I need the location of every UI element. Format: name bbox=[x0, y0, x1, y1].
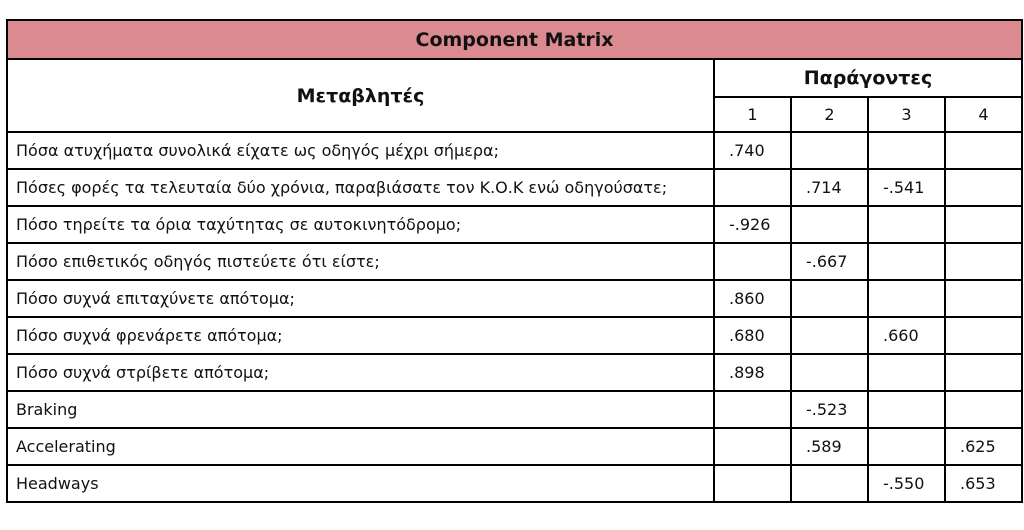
variable-label: Πόσο συχνά επιταχύνετε απότομα; bbox=[7, 280, 714, 317]
loading-cell-factor-4 bbox=[945, 280, 1022, 317]
loading-cell-factor-3 bbox=[868, 391, 945, 428]
loading-cell-factor-3: -.550 bbox=[868, 465, 945, 502]
loading-cell-factor-4 bbox=[945, 391, 1022, 428]
table-row bbox=[7, 465, 1022, 502]
loading-cell-factor-1: .680 bbox=[714, 317, 791, 354]
table-row bbox=[7, 243, 1022, 280]
loading-cell-factor-2 bbox=[791, 280, 868, 317]
factor-number-2: 2 bbox=[791, 97, 868, 132]
loading-cell-factor-2: .714 bbox=[791, 169, 868, 206]
loading-cell-factor-2: -.523 bbox=[791, 391, 868, 428]
variable-label: Πόσες φορές τα τελευταία δύο χρόνια, παραβιάσατε τον Κ.Ο.Κ ενώ οδηγούσατε; bbox=[7, 169, 714, 206]
variable-label: Accelerating bbox=[7, 428, 714, 465]
loading-cell-factor-3 bbox=[868, 280, 945, 317]
table-row bbox=[7, 169, 1022, 206]
loading-cell-factor-1 bbox=[714, 169, 791, 206]
variable-label: Πόσο συχνά στρίβετε απότομα; bbox=[7, 354, 714, 391]
loading-cell-factor-1 bbox=[714, 465, 791, 502]
table-row bbox=[7, 280, 1022, 317]
factor-number-4: 4 bbox=[945, 97, 1022, 132]
loading-cell-factor-3: .660 bbox=[868, 317, 945, 354]
loading-cell-factor-4 bbox=[945, 132, 1022, 169]
loading-cell-factor-2: .589 bbox=[791, 428, 868, 465]
variables-header: Μεταβλητές bbox=[7, 59, 714, 132]
loading-cell-factor-2 bbox=[791, 206, 868, 243]
table-row bbox=[7, 132, 1022, 169]
loading-cell-factor-4 bbox=[945, 169, 1022, 206]
table-row bbox=[7, 206, 1022, 243]
table-row bbox=[7, 317, 1022, 354]
variable-label: Braking bbox=[7, 391, 714, 428]
loading-cell-factor-4 bbox=[945, 206, 1022, 243]
loading-cell-factor-3 bbox=[868, 132, 945, 169]
factors-header: Παράγοντες bbox=[714, 59, 1022, 97]
loading-cell-factor-1 bbox=[714, 243, 791, 280]
loading-cell-factor-1: .860 bbox=[714, 280, 791, 317]
table-row bbox=[7, 354, 1022, 391]
variable-label: Πόσο τηρείτε τα όρια ταχύτητας σε αυτοκινητόδρομο; bbox=[7, 206, 714, 243]
factor-number-3: 3 bbox=[868, 97, 945, 132]
component-matrix-table bbox=[6, 19, 1023, 503]
loading-cell-factor-1: -.926 bbox=[714, 206, 791, 243]
loading-cell-factor-2 bbox=[791, 317, 868, 354]
loading-cell-factor-3 bbox=[868, 428, 945, 465]
table-row bbox=[7, 391, 1022, 428]
factor-number-1: 1 bbox=[714, 97, 791, 132]
loading-cell-factor-2 bbox=[791, 354, 868, 391]
loading-cell-factor-1 bbox=[714, 391, 791, 428]
table-row bbox=[7, 428, 1022, 465]
variable-label: Πόσα ατυχήματα συνολικά είχατε ως οδηγός μέχρι σήμερα; bbox=[7, 132, 714, 169]
loading-cell-factor-2: -.667 bbox=[791, 243, 868, 280]
loading-cell-factor-4 bbox=[945, 354, 1022, 391]
loading-cell-factor-4: .625 bbox=[945, 428, 1022, 465]
loading-cell-factor-1 bbox=[714, 428, 791, 465]
variable-label: Πόσο επιθετικός οδηγός πιστεύετε ότι είστε; bbox=[7, 243, 714, 280]
loading-cell-factor-4 bbox=[945, 317, 1022, 354]
loading-cell-factor-2 bbox=[791, 132, 868, 169]
loading-cell-factor-4: .653 bbox=[945, 465, 1022, 502]
loading-cell-factor-3 bbox=[868, 206, 945, 243]
loading-cell-factor-4 bbox=[945, 243, 1022, 280]
loading-cell-factor-3: -.541 bbox=[868, 169, 945, 206]
loading-cell-factor-3 bbox=[868, 243, 945, 280]
component-matrix-container bbox=[6, 19, 1021, 503]
variable-label: Πόσο συχνά φρενάρετε απότομα; bbox=[7, 317, 714, 354]
loading-cell-factor-2 bbox=[791, 465, 868, 502]
matrix-body bbox=[7, 132, 1022, 502]
variable-label: Headways bbox=[7, 465, 714, 502]
loading-cell-factor-1: .898 bbox=[714, 354, 791, 391]
loading-cell-factor-1: .740 bbox=[714, 132, 791, 169]
table-title: Component Matrix bbox=[7, 20, 1022, 59]
loading-cell-factor-3 bbox=[868, 354, 945, 391]
